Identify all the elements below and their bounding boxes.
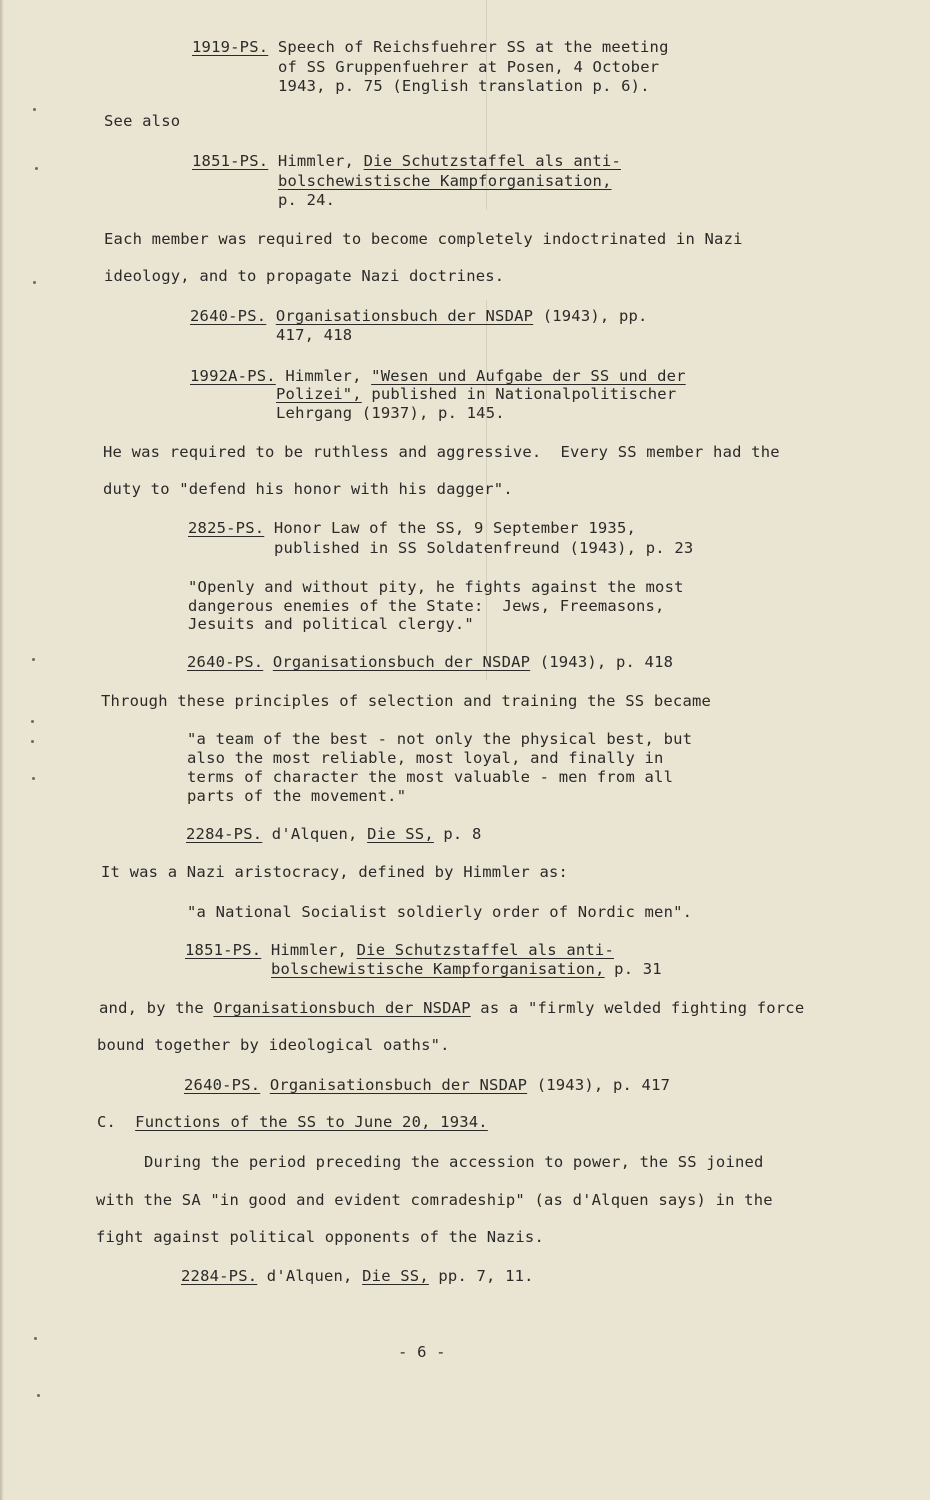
margin-speck [31, 740, 34, 743]
citation-text: (1943), pp. [533, 307, 648, 325]
citation-1851-ps [185, 941, 614, 960]
doc-ref: 1851-PS. [192, 152, 269, 170]
body-paragraph: Through these principles of selection and training the SS became [101, 692, 712, 710]
margin-speck [33, 108, 36, 111]
citation-title-line [276, 385, 676, 404]
margin-speck [33, 281, 36, 284]
doc-ref: 1919-PS. [192, 38, 269, 56]
body-paragraph: Each member was required to become completely indoctrinated in Nazi [104, 230, 743, 248]
citation-author: Himmler, [285, 367, 362, 385]
citation-title: bolschewistische Kampforganisation, [271, 960, 605, 978]
body-paragraph: It was a Nazi aristocracy, defined by Himmler as: [101, 863, 569, 881]
citation-page: p. 24. [278, 191, 336, 209]
block-quote: terms of character the most valuable - men from all [187, 768, 674, 786]
citation-title: Organisationsbuch der NSDAP [275, 307, 534, 325]
citation-2640-ps [187, 653, 673, 672]
block-quote: "Openly and without pity, he fights against the most [188, 578, 684, 596]
citation-text: published in Nationalpolitischer [361, 385, 677, 403]
doc-ref: 2640-PS. [187, 653, 264, 671]
margin-speck [37, 1394, 40, 1397]
margin-speck [31, 720, 34, 723]
citation-text: pp. 7, 11. [428, 1267, 534, 1285]
citation-text: Lehrgang (1937), p. 145. [276, 404, 505, 422]
citation-author: d'Alquen, [262, 825, 368, 843]
citation-text: published in SS Soldatenfreund (1943), p. 23 [274, 539, 694, 557]
citation-2284-ps [181, 1267, 534, 1286]
citation-2640-ps [190, 307, 648, 326]
citation-page: p. 31 [604, 960, 662, 978]
doc-ref: 1851-PS. [185, 941, 262, 959]
doc-ref: 2640-PS. [190, 307, 267, 325]
citation-1851-ps [192, 152, 621, 171]
citation-text: Honor Law of the SS, 9 September 1935, [273, 519, 637, 537]
citation-1992a-ps [190, 367, 686, 386]
citation-page: 417, 418 [276, 326, 353, 344]
block-quote: Jesuits and political clergy." [188, 615, 474, 633]
citation-title-line [271, 960, 662, 979]
page-edge-shadow [0, 0, 4, 1500]
body-paragraph: ideology, and to propagate Nazi doctrines. [104, 267, 505, 285]
citation-author: Himmler, [270, 941, 348, 959]
margin-speck [35, 167, 38, 170]
paragraph-text: and, by the [99, 999, 214, 1017]
block-quote: "a National Socialist soldierly order of Nordic men". [187, 903, 693, 921]
margin-speck [34, 1337, 37, 1340]
see-also-label: See also [104, 112, 181, 130]
citation-2284-ps [186, 825, 482, 844]
paragraph-text: as a "firmly welded fighting force [470, 999, 805, 1017]
doc-ref: 1992A-PS. [190, 367, 276, 385]
section-letter: C. [97, 1113, 117, 1131]
citation-title: Organisationsbuch der NSDAP [213, 999, 471, 1017]
citation-title-line [278, 172, 612, 191]
page-number: - 6 - [398, 1343, 446, 1361]
citation-2640-ps [184, 1076, 670, 1095]
citation-author: Himmler, [277, 152, 355, 170]
margin-speck [32, 777, 35, 780]
citation-text: (1943), p. 417 [527, 1076, 671, 1094]
section-title: Functions of the SS to June 20, 1934. [135, 1113, 488, 1131]
block-quote: "a team of the best - not only the physical best, but [187, 730, 693, 748]
citation-title: Die SS, [367, 825, 434, 843]
block-quote: also the most reliable, most loyal, and finally in [187, 749, 664, 767]
citation-text: Speech of Reichsfuehrer SS at the meeting [277, 38, 669, 56]
body-paragraph: with the SA "in good and evident comradeship" (as d'Alquen says) in the [96, 1191, 773, 1209]
doc-ref: 2284-PS. [181, 1267, 258, 1285]
citation-title: "Wesen und Aufgabe der SS und der [371, 367, 686, 385]
citation-title: Polizei", [276, 385, 362, 403]
body-paragraph: fight against political opponents of the Nazis. [96, 1228, 544, 1246]
block-quote: dangerous enemies of the State: Jews, Freemasons, [188, 597, 665, 615]
citation-title: Organisationsbuch der NSDAP [272, 653, 531, 671]
body-paragraph: bound together by ideological oaths". [97, 1036, 450, 1054]
citation-text: (1943), p. 418 [530, 653, 674, 671]
body-paragraph: He was required to be ruthless and aggressive. Every SS member had the [103, 443, 780, 461]
body-paragraph: During the period preceding the accession to power, the SS joined [144, 1153, 764, 1171]
citation-text: p. 8 [433, 825, 482, 843]
body-paragraph: duty to "defend his honor with his dagger". [103, 480, 513, 498]
citation-1919-ps [192, 38, 669, 57]
body-paragraph [99, 999, 804, 1018]
doc-ref: 2825-PS. [188, 519, 265, 537]
doc-ref: 2640-PS. [184, 1076, 261, 1094]
section-heading [97, 1113, 488, 1132]
margin-speck [32, 658, 35, 661]
citation-title: Organisationsbuch der NSDAP [269, 1076, 528, 1094]
citation-title: Die Schutzstaffel als anti- [356, 941, 614, 959]
citation-author: d'Alquen, [257, 1267, 363, 1285]
citation-title: Die Schutzstaffel als anti- [363, 152, 621, 170]
doc-ref: 2284-PS. [186, 825, 263, 843]
citation-title: bolschewistische Kampforganisation, [278, 172, 612, 190]
citation-text: 1943, p. 75 (English translation p. 6). [278, 77, 650, 95]
citation-text: of SS Gruppenfuehrer at Posen, 4 October [278, 58, 660, 76]
block-quote: parts of the movement." [187, 787, 407, 805]
citation-2825-ps [188, 519, 636, 538]
citation-title: Die SS, [362, 1267, 429, 1285]
